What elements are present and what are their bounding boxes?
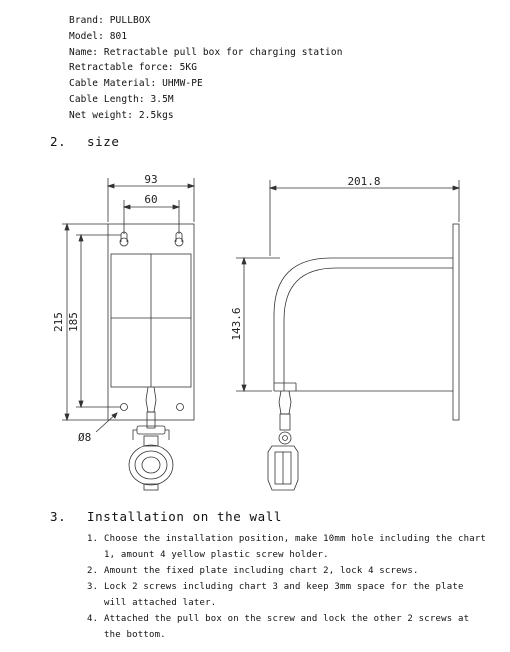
spec-cable-material: Cable Material: UHMW-PE <box>69 78 203 90</box>
dim-hole-spacing: 60 <box>144 193 158 206</box>
side-wall-plate <box>453 224 459 420</box>
front-cable-swivel <box>133 387 169 440</box>
install-step-text: Lock 2 screws including chart 3 and keep 3mm space for the plate will attached later. <box>104 582 464 608</box>
install-step-number: 4. <box>87 614 99 624</box>
install-step-text: Amount the fixed plate including chart 2, lock 4 screws. <box>104 566 419 576</box>
spec-cable-length: Cable Length: 3.5M <box>69 93 174 105</box>
dim-hole-diameter: Ø8 <box>78 431 92 444</box>
bottom-hole-right <box>177 404 184 411</box>
dim-overall-width: 93 <box>144 173 158 186</box>
install-step-number: 2. <box>87 566 99 576</box>
front-view <box>96 224 194 490</box>
front-cable-ring <box>129 436 173 490</box>
install-steps-list <box>87 531 487 643</box>
spec-net-weight: Net weight: 2.5kgs <box>69 109 174 121</box>
install-step-4 <box>87 611 487 643</box>
side-cable-swivel <box>268 391 298 490</box>
install-step-text: Attached the pull box on the screw and lock the other 2 screws at the bottom. <box>104 614 470 640</box>
install-step-1 <box>87 531 487 563</box>
section-install-number: 3. <box>50 509 67 524</box>
spec-brand: Brand: PULLBOX <box>69 15 151 26</box>
side-housing-inner <box>284 268 453 391</box>
install-step-text: Choose the installation position, make 10mm hole including the chart 1, amount 4 yellow plastic screw holder. <box>104 534 487 560</box>
dim-side-height: 143.6 <box>230 307 243 341</box>
install-step-3 <box>87 579 487 611</box>
front-dimensions <box>62 178 194 420</box>
spec-retractable-force: Retractable force: 5KG <box>69 62 198 74</box>
section-install-heading <box>50 509 282 524</box>
bottom-hole-left <box>121 404 128 411</box>
side-dimensions <box>236 180 459 391</box>
install-step-number: 3. <box>87 582 99 592</box>
install-step-2 <box>87 563 487 579</box>
section-size-number: 2. <box>50 134 67 149</box>
section-size-title: size <box>87 134 120 149</box>
dim-body-height: 185 <box>67 312 80 332</box>
dim-overall-height: 215 <box>52 312 65 332</box>
dim-side-depth: 201.8 <box>347 175 381 188</box>
spec-model: Model: 801 <box>69 30 128 42</box>
spec-name: Name: Retractable pull box for charging station <box>69 46 343 58</box>
install-step-number: 1. <box>87 534 99 544</box>
side-view <box>268 224 459 490</box>
keyhole-left-icon <box>120 232 128 246</box>
keyhole-right-icon <box>175 232 183 246</box>
section-install-title: Installation on the wall <box>87 509 283 524</box>
